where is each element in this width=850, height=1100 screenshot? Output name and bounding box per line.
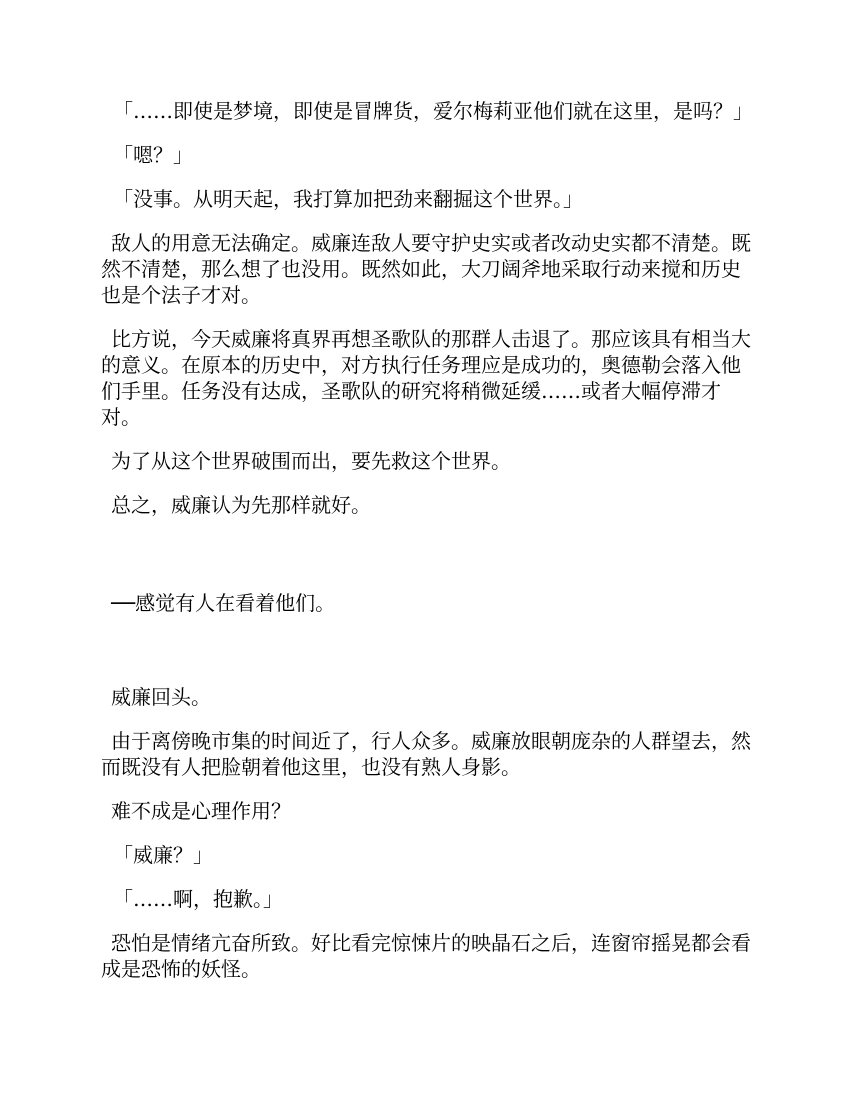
paragraph-13: 「……啊，抱歉。」 bbox=[113, 887, 283, 911]
paragraph-5: 比方说，今天威廉将真界再想圣歌队的那群人击退了。那应该具有相当大的意义。在原本的历史中，对方执行任务理应是成功的，奥德勒会落入他们手里。任务没有达成，圣歌队的研究将稍微延缓……或者大幅停滞才对。 bbox=[101, 327, 751, 429]
paragraph-3: 「没事。从明天起，我打算加把劲来翻掘这个世界。」 bbox=[113, 187, 583, 211]
paragraph-4: 敌人的用意无法确定。威廉连敌人要守护史实或者改动史实都不清楚。既然不清楚，那么想了也没用。既然如此，大刀阔斧地采取行动来搅和历史也是个法子才对。 bbox=[101, 231, 751, 307]
paragraph-10: 由于离傍晚市集的时间近了，行人众多。威廉放眼朝庞杂的人群望去，然而既没有人把脸朝着他这里，也没有熟人身影。 bbox=[101, 729, 751, 779]
paragraph-1: 「……即使是梦境，即使是冒牌货，爱尔梅莉亚他们就在这里，是吗？」 bbox=[113, 99, 753, 123]
paragraph-9: 威廉回头。 bbox=[111, 685, 211, 709]
paragraph-6: 为了从这个世界破围而出，要先救这个世界。 bbox=[111, 449, 511, 473]
paragraph-7: 总之，威廉认为先那样就好。 bbox=[111, 493, 371, 517]
scene-break-spacer bbox=[101, 536, 751, 590]
paragraph-2: 「嗯？」 bbox=[113, 143, 193, 167]
paragraph-12: 「威廉？」 bbox=[113, 843, 213, 867]
paragraph-11: 难不成是心理作用？ bbox=[111, 799, 291, 823]
text-body bbox=[101, 98, 751, 1000]
scene-break-spacer-2 bbox=[101, 634, 751, 684]
paragraph-8: ──感觉有人在看着他们。 bbox=[111, 591, 336, 615]
paragraph-14: 恐怕是情绪亢奋所致。好比看完惊悚片的映晶石之后，连窗帘摇晃都会看成是恐怖的妖怪。 bbox=[101, 931, 751, 981]
